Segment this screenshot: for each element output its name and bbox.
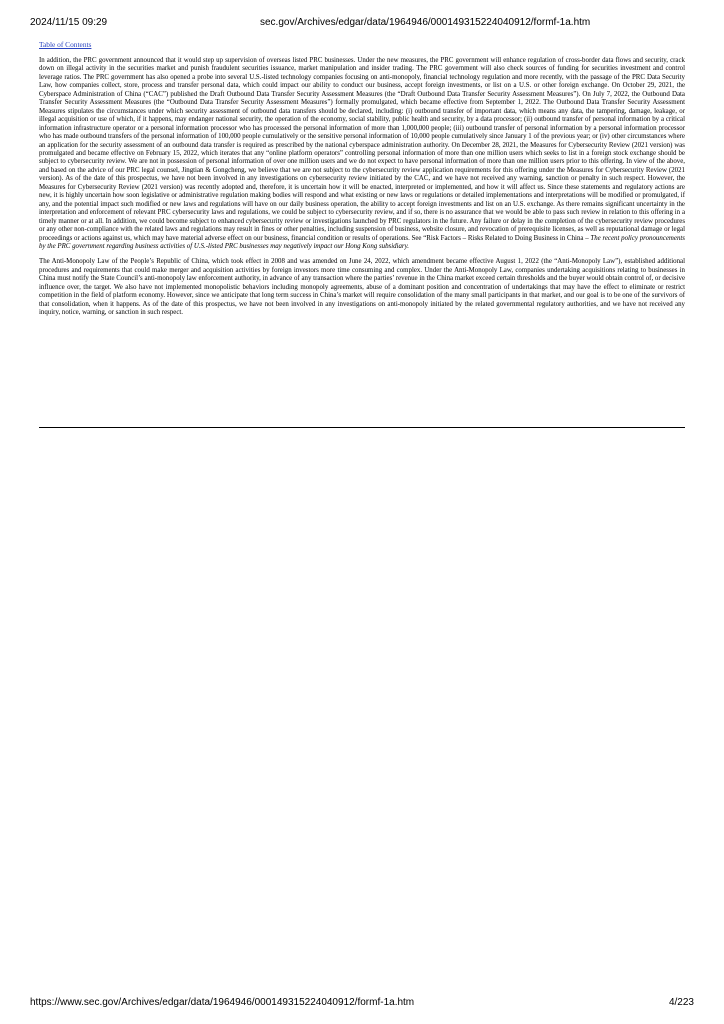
table-of-contents-link[interactable]: Table of Contents bbox=[39, 40, 92, 49]
paragraph-anti-monopoly bbox=[39, 258, 685, 317]
document-body bbox=[39, 57, 685, 325]
paragraph-text: The Anti-Monopoly Law of the People’s Republic of China, which took effect in 2008 and was amended on June 24, 2022, which amendment became effective August 1, 2022 (the “Anti-Monopoly Law”), established additional procedures and requirements that could make merger and acquisition activities by foreign investors more time consuming and complex. Under the Anti-Monopoly Law, companies undertaking acquisitions relating to businesses in China must notify the State Council’s anti-monopoly law enforcement authority, in advance of any transaction where the parties’ revenue in the China market exceed certain thresholds and the buyer would obtain control of, or decisive influence over, the target. We also have not implemented monopolistic behaviors including monopoly agreements, abuse of a dominant position and concentration of undertakings that may have the effect to eliminate or restrict competition in the field of platform economy. However, since we anticipate that long term success in China’s market will require consolidation of the many small participants in that market, and our goal is to be one of the survivors of that consolidation, when it happens. As of the date of this prospectus, we have not been involved in any investigations on anti-monopoly initiated by the related governmental regulatory authorities, and we have not received any inquiry, notice, warning, or sanction in such respect. bbox=[39, 258, 685, 317]
paragraph-text: In addition, the PRC government announced that it would step up supervision of overseas listed PRC businesses. Under the new measures, the PRC government will enhance regulation of cross-border data flows and security, crack down on illegal activity in the securities market and punish fraudulent securities issuance, market manipulation and insider trading. The PRC government will also check sources of funding for securities investment and control leverage ratios. The PRC government has also opened a probe into several U.S.-listed technology companies focusing on anti-monopoly, financial technology regulation and more recently, with the passage of the PRC Data Security Law, how companies collect, store, process and transfer personal data, which could impact our ability to conduct our business, accept foreign investments, or list on a U.S. or other foreign exchange. On October 29, 2021, the Cyberspace Administration of China (“CAC”) published the Draft Outbound Data Transfer Security Assessment Measures (the “Draft Outbound Data Transfer Security Assessment Measures”). On July 7, 2022, the Outbound Data Transfer Security Assessment Measures (the “Outbound Data Transfer Security Assessment Measures”) formally promulgated, which became effective from September 1, 2022. The Outbound Data Transfer Security Assessment Measures stipulates the circumstances under which security assessment of outbound data transfers should be declared, including: (i) outbound transfer of important data, which means any data, the tampering, damage, leakage, or illegal acquisition or use of which, if it happens, may endanger national security, the operation of the economy, social stability, public health and security, by a data processor; (ii) outbound transfer of personal information by a critical information infrastructure operator or a personal information processor who has processed the personal information of more than 1,000,000 people; (iii) outbound transfer of personal information by a personal information processor who has made outbound transfers of the personal information of 100,000 people cumulatively or the sensitive personal information of 10,000 people cumulatively since January 1 of the previous year; or (iv) other circumstances where an application for the security assessment of an outbound data transfer is required as prescribed by the national cyberspace administration authority. On December 28, 2021, the Measures for Cybersecurity Review (2021 version) was promulgated and became effective on February 15, 2022, which iterates that any “online platform operators” controlling personal information of more than one million users which seeks to list in a foreign stock exchange should be subject to cybersecurity review. We are not in possession of personal information of over one million users and we do not expect to have personal information of more than one million users prior to this offering. In view of the above, and based on the advice of our PRC legal counsel, Jingtian & Gongcheng, we believe that we are not subject to the cybersecurity review application requirements for this offering under the Measures for Cybersecurity Review (2021 version). As of the date of this prospectus, we have not been involved in any investigations on cybersecurity review initiated by the CAC, and we have not received any warning, sanction or penalty in such respect. However, the Measures for Cybersecurity Review (2021 version) was recently adopted and, therefore, it is uncertain how it will be enacted, interpreted or implemented, and how it will affect us. Since these statements and regulatory actions are new, it is highly uncertain how soon legislative or administrative regulation making bodies will respond and what existing or new laws or regulations or detailed implementations and interpretations will be modified or promulgated, if any, and the potential impact such modified or new laws and regulations will have on our daily business operation, the ability to accept foreign investments and list on an U.S. exchange. As there remains significant uncertainty in the interpretation and enforcement of relevant PRC cybersecurity laws and regulations, we could be subject to cybersecurity review, and if so, there is no assurance that we would be able to pass such review in relation to this offering in a timely manner or at all. In addition, we could become subject to enhanced cybersecurity review or investigations launched by PRC regulators in the future. Any failure or delay in the completion of the cybersecurity review procedures or any other non-compliance with the related laws and regulations may result in fines or other penalties, including suspension of business, website closure, and revocation of prerequisite licenses, as well as reputational damage or legal proceedings or actions against us, which may have material adverse effect on our business, financial condition or results of operations. See “Risk Factors – Risks Related to Doing Business in China – bbox=[39, 57, 685, 242]
footer-url: https://www.sec.gov/Archives/edgar/data/1964946/000149315224040912/formf-1a.htm bbox=[30, 997, 415, 1008]
page-number: 4/223 bbox=[668, 997, 694, 1008]
print-header bbox=[30, 17, 694, 31]
paragraph-italic-reference: The recent policy pronouncements by the PRC government regarding business activities of U.S.-listed PRC businesses may negatively impact our Hong Kong subsidiary. bbox=[39, 234, 685, 250]
section-divider bbox=[39, 427, 685, 428]
print-datetime: 2024/11/15 09:29 bbox=[30, 17, 108, 28]
print-url: sec.gov/Archives/edgar/data/1964946/000149315224040912/formf-1a.htm bbox=[260, 17, 591, 28]
paragraph-cybersecurity bbox=[39, 57, 685, 251]
print-footer bbox=[30, 997, 694, 1011]
